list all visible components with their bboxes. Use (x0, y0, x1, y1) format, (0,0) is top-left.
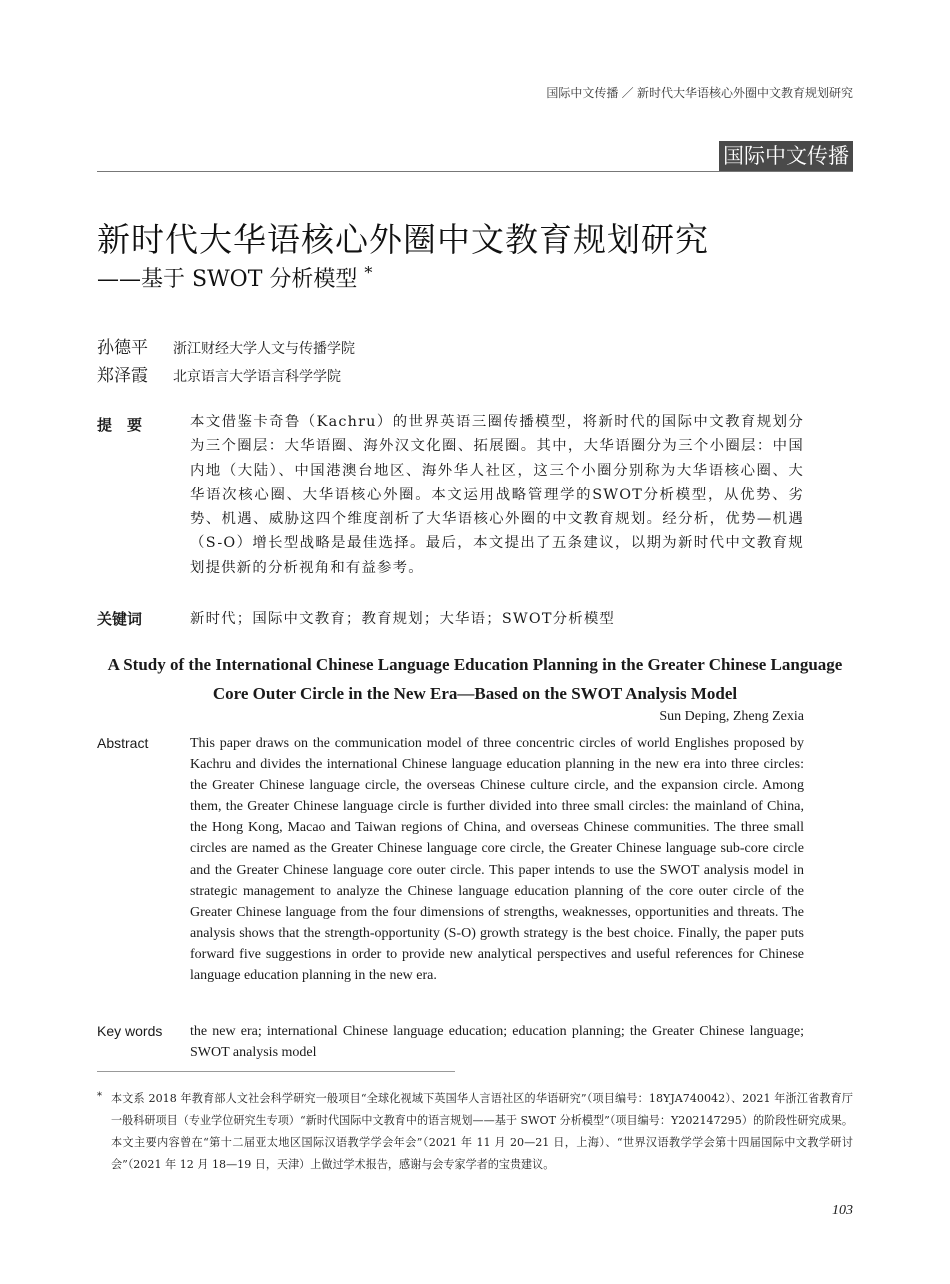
author-affiliation: 北京语言大学语言科学学院 (173, 369, 341, 385)
subtitle-text: ——基于 SWOT 分析模型 (97, 267, 358, 292)
header-rule (97, 171, 853, 172)
abstract-cn-label: 提 要 (97, 416, 143, 434)
footnote-rule (97, 1071, 455, 1072)
authors-en: Sun Deping, Zheng Zexia (659, 709, 804, 724)
footnote-text: 本文系 2018 年教育部人文社会科学研究一般项目“全球化视域下英国华人言语社区的华语研究”（项目编号：18YJA740042）、2021 年浙江省教育厅一般科研项目（专业学位研究生专项）“新时代国际中文教育中的语言规划——基于 SWOT 分析模型”（项目编号：Y202147295）的阶段性研究成果。本文主要内容曾在“第十二届亚太地区国际汉语教学学会年会”（2021 年 11 月 20—21 日，上海）、“世界汉语教学学会第十四届国际中文教学研讨会”（2021 年 12 月 18—19 日，天津）上做过学术报告，感谢与会专家学者的宝贵建议。 (111, 1092, 853, 1171)
keywords-en-text: the new era; international Chinese language education; education planning; the Greater Chinese language; SWOT analysis model (190, 1024, 804, 1061)
article-title-cn: 新时代大华语核心外圈中文教育规划研究 (97, 220, 709, 259)
keywords-en-label: Key words (97, 1023, 163, 1039)
author-row (97, 361, 341, 385)
keywords-cn-label: 关键词 (97, 610, 143, 628)
keywords-cn-text: 新时代；国际中文教育；教育规划；大华语；SWOT分析模型 (190, 611, 616, 627)
page-number: 103 (832, 1203, 853, 1218)
article-title-en: A Study of the International Chinese Language Education Planning in the Greater Chinese Language Core Outer Circle in the New Era—Based on the SWOT Analysis Model (107, 655, 843, 703)
footnote-mark: * (97, 1091, 102, 1102)
abstract-en-label: Abstract (97, 735, 149, 751)
article-subtitle-cn (97, 262, 372, 293)
author-affiliation: 浙江财经大学人文与传播学院 (173, 341, 355, 357)
author-name: 孙德平 (97, 338, 148, 358)
abstract-cn-text: 本文借鉴卡奇鲁（Kachru）的世界英语三圈传播模型，将新时代的国际中文教育规划分为三个圈层：大华语圈、海外汉文化圈、拓展圈。其中，大华语圈分为三个小圈层：中国内地（大陆）、中国港澳台地区、海外华人社区，这三个小圈分别称为大华语核心圈、大华语次核心圈、大华语核心外圈。本文运用战略管理学的SWOT分析模型，从优势、劣势、机遇、威胁这四个维度剖析了大华语核心外圈的中文教育规划。经分析，优势—机遇（S-O）增长型战略是最佳选择。最后，本文提出了五条建议，以期为新时代中文教育规划提供新的分析视角和有益参考。 (190, 414, 804, 576)
subtitle-footnote-mark: * (364, 263, 373, 282)
running-header: 国际中文传播 ／ 新时代大华语核心外圈中文教育规划研究 (546, 86, 853, 100)
author-row (97, 333, 355, 357)
section-tag: 国际中文传播 (719, 141, 853, 172)
author-name: 郑泽霞 (97, 366, 148, 386)
abstract-en-text: This paper draws on the communication model of three concentric circles of world Englishes proposed by Kachru and divides the international Chinese language education planning in the new era into three circles: the Greater Chinese language circle, the overseas Chinese culture circle, and the expansion circle. Among them, the Greater Chinese language circle is further divided into three small circles: the mainland of China, the Hong Kong, Macao and Taiwan regions of China, and overseas Chinese communities. The three small circles are named as the Greater Chinese language core circle, the Greater Chinese language sub-core circle and the Greater Chinese language core outer circle. This paper intends to use the SWOT analysis model in strategic management to analyze the Chinese language education planning of the core outer circle of the Greater Chinese language from the four dimensions of strengths, weaknesses, opportunities and threats. The analysis shows that the strength-opportunity (S-O) growth strategy is the best choice. Finally, the paper puts forward five suggestions in order to provide new analytical perspectives and useful references for Chinese language education planning in the new era. (190, 736, 804, 984)
